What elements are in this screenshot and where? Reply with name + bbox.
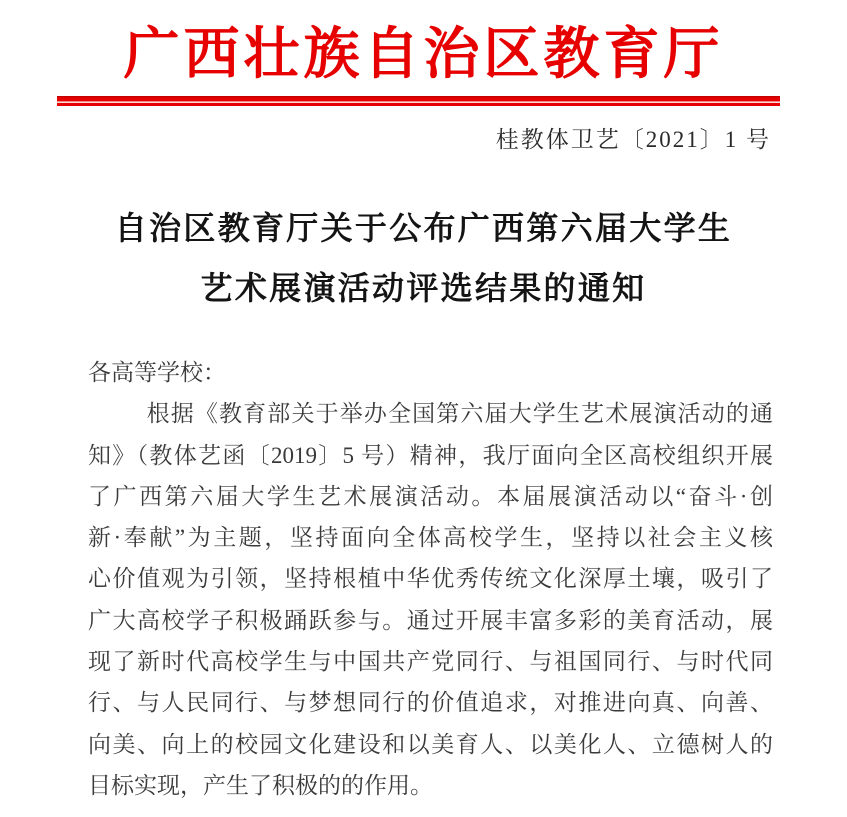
body-line: 目标实现，产生了积极的的作用。: [88, 772, 433, 798]
agency-letterhead-title: 广西壮族自治区教育厅: [123, 24, 724, 86]
body-line: 新·奉献”为主题，坚持面向全体高校学生，坚持以社会主义核: [88, 525, 773, 551]
document-body: [88, 352, 773, 806]
body-line: 向美、向上的校园文化建设和以美育人、以美化人、立德树人的: [88, 731, 773, 757]
letterhead-red-divider: [57, 96, 780, 106]
body-line: 知》（教体艺函〔2019〕5 号）精神，我厅面向全区高校组织开展: [88, 442, 773, 468]
body-paragraph: [88, 393, 773, 806]
document-title-line1: 自治区教育厅关于公布广西第六届大学生: [114, 210, 733, 246]
body-line: 心价值观为引领，坚持根植中华优秀传统文化深厚土壤，吸引了: [88, 566, 773, 592]
body-line: 现了新时代高校学生与中国共产党同行、与祖国同行、与时代同: [88, 649, 773, 675]
body-line: 广大高校学子积极踊跃参与。通过开展丰富多彩的美育活动，展: [88, 607, 773, 633]
body-line: 行、与人民同行、与梦想同行的价值追求，对推进向真、向善、: [88, 690, 773, 716]
salutation: 各高等学校：: [88, 360, 226, 385]
document-title: [0, 198, 847, 318]
body-line: 了广西第六届大学生艺术展演活动。本届展演活动以“奋斗·创: [88, 483, 773, 509]
body-line: 根据《教育部关于举办全国第六届大学生艺术展演活动的通: [146, 401, 773, 427]
document-title-line2: 艺术展演活动评选结果的通知: [200, 270, 647, 306]
document-reference-number: 桂教体卫艺〔2021〕1 号: [495, 127, 771, 152]
